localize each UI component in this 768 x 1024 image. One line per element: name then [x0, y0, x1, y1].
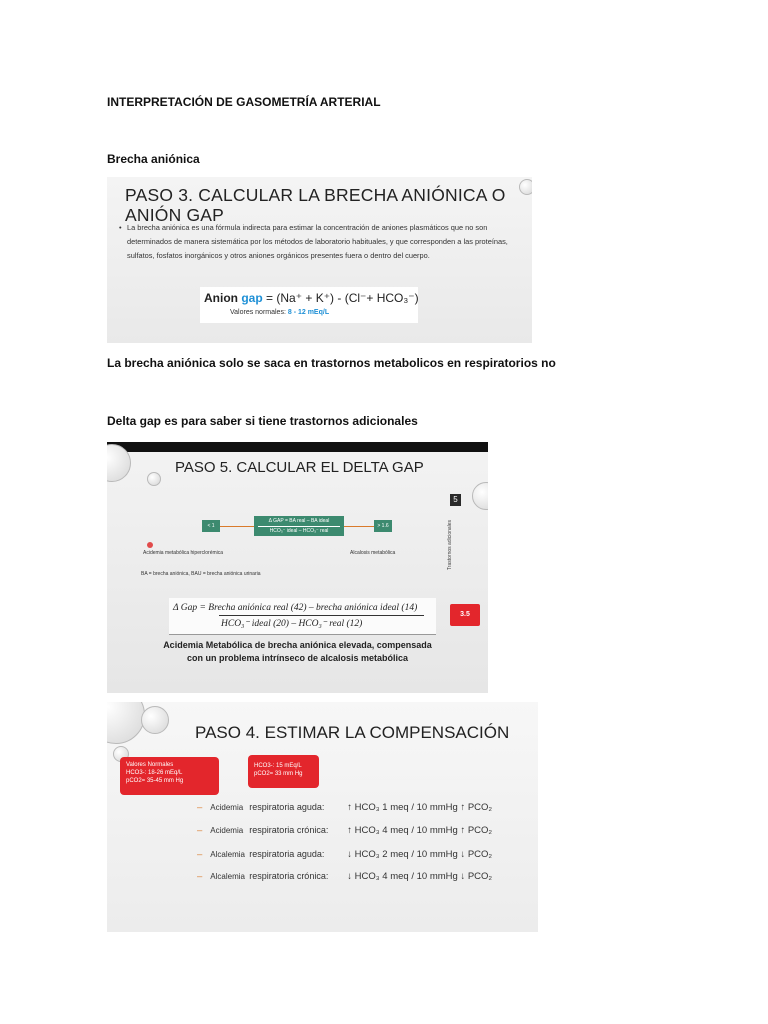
slide-title: PASO 5. CALCULAR EL DELTA GAP	[175, 459, 424, 476]
slide-top-bar	[107, 442, 488, 452]
patient-hco3: HCO3-: 15 mEq/L	[254, 763, 302, 769]
patient-values-box	[248, 755, 319, 788]
slide-title: PASO 4. ESTIMAR LA COMPENSACIÓN	[195, 723, 510, 742]
arrow-left	[220, 526, 254, 527]
slide-compensation	[107, 702, 538, 932]
section-label: Brecha aniónica	[107, 152, 200, 166]
equation-denominator: HCO₃⁻ ideal (20) – HCO₃⁻ real (12)	[221, 619, 363, 629]
row-kind: Acidemia	[210, 826, 244, 835]
normal-values-range: 8 - 12 mEq/L	[287, 309, 330, 316]
slide-anion-gap	[107, 177, 532, 343]
compensation-row	[197, 849, 492, 860]
right-caption: Alcalosis metabólica	[350, 550, 396, 556]
abbreviation-footnote: BA = brecha aniónica, BAU = brecha aniónica urinaria	[141, 571, 261, 577]
document-heading: INTERPRETACIÓN DE GASOMETRÍA ARTERIAL	[107, 95, 381, 109]
formula-box	[200, 287, 418, 323]
normal-values-box	[120, 757, 219, 795]
delta-gap-formula-box	[254, 516, 344, 536]
row-description: respiratoria aguda:	[249, 849, 325, 859]
slide-body-text: La brecha aniónica es una fórmula indirecta para estimar la concentración de aniones plasmáticos que no son determinados de manera sistemática por los métodos de laboratorio habituales, y que corresponden a las proteínas, sulfatos, fosfatos inorgánicos y otros aniones orgánicos presentes fuera o dentro del cuerpo.	[127, 223, 508, 260]
row-formula: ↑ HCO₃ 1 meq / 10 mmHg ↑ PCO₂	[347, 802, 493, 813]
step-number-badge: 5	[450, 494, 461, 506]
normal-values-label: Valores normales:	[230, 309, 286, 316]
formula-word-anion: Anion	[204, 291, 238, 305]
dash-icon: –	[197, 802, 203, 813]
dash-icon: –	[197, 849, 203, 860]
fraction-line	[219, 615, 424, 616]
formula-word-gap: gap	[241, 291, 263, 305]
patient-pco2: pCO2= 33 mm Hg	[254, 771, 303, 777]
slide-conclusion	[107, 639, 488, 665]
delta-gap-denominator: HCO₃⁻ ideal – HCO₃⁻ real	[269, 528, 329, 534]
decorative-circle	[141, 706, 169, 734]
slide-delta-gap	[107, 442, 488, 693]
row-description: respiratoria crónica:	[249, 825, 329, 835]
result-badge: 3.5	[450, 604, 480, 626]
row-formula: ↓ HCO₃ 2 meq / 10 mmHg ↓ PCO₂	[347, 849, 493, 860]
conclusion-line-2: con un problema intrínseco de alcalosis metabólica	[186, 653, 409, 663]
normal-values-title: Valores Normales	[126, 762, 174, 768]
decorative-circle	[147, 472, 161, 486]
normal-pco2: pCO2= 35-45 mm Hg	[126, 778, 184, 784]
dash-icon: –	[197, 825, 203, 836]
delta-gap-equation	[169, 598, 436, 635]
greater-than-box: > 1.6	[374, 520, 392, 532]
left-caption: Acidemia metabólica hiperclorémica	[143, 550, 224, 556]
row-kind: Alcalemia	[210, 850, 245, 859]
row-formula: ↑ HCO₃ 4 meq / 10 mmHg ↑ PCO₂	[347, 825, 493, 836]
anion-gap-formula	[204, 291, 419, 305]
note-anion-gap: La brecha aniónica solo se saca en trastornos metabolicos en respiratorios no	[107, 356, 556, 370]
row-kind: Acidemia	[210, 803, 244, 812]
row-description: respiratoria crónica:	[249, 871, 329, 881]
less-than-box: < 1	[202, 520, 220, 532]
normal-hco3: HCO3-: 18-26 mEq/L	[126, 770, 183, 776]
row-formula: ↓ HCO₃ 4 meq / 10 mmHg ↓ PCO₂	[347, 871, 493, 882]
row-kind: Alcalemia	[210, 872, 245, 881]
note-delta-gap: Delta gap es para saber si tiene trastornos adicionales	[107, 414, 418, 428]
dash-icon: –	[197, 871, 203, 882]
conclusion-line-1: Acidemia Metabólica de brecha aniónica elevada, compensada	[163, 640, 432, 650]
equation-numerator: Δ Gap = Brecha aniónica real (42) – brecha aniónica ideal (14)	[173, 603, 418, 613]
formula-expression: = (Na⁺ + K⁺) - (Cl⁻+ HCO₃⁻)	[266, 291, 419, 305]
slide-title: PASO 3. CALCULAR LA BRECHA ANIÓNICA O ANIÓN GAP	[125, 185, 506, 225]
bullet-icon: •	[119, 223, 122, 232]
marker-dot	[147, 542, 153, 548]
compensation-row	[197, 802, 492, 813]
decorative-circle	[107, 702, 145, 744]
decorative-circle	[472, 482, 488, 510]
vertical-label: Trastornos adicionales	[447, 519, 454, 571]
arrow-right	[344, 526, 374, 527]
slide-body	[119, 221, 524, 263]
row-description: respiratoria aguda:	[249, 802, 325, 812]
delta-gap-numerator: Δ GAP = BA real – BA ideal	[258, 517, 340, 527]
compensation-row	[197, 825, 492, 836]
compensation-row	[197, 871, 492, 882]
normal-values	[230, 309, 329, 316]
